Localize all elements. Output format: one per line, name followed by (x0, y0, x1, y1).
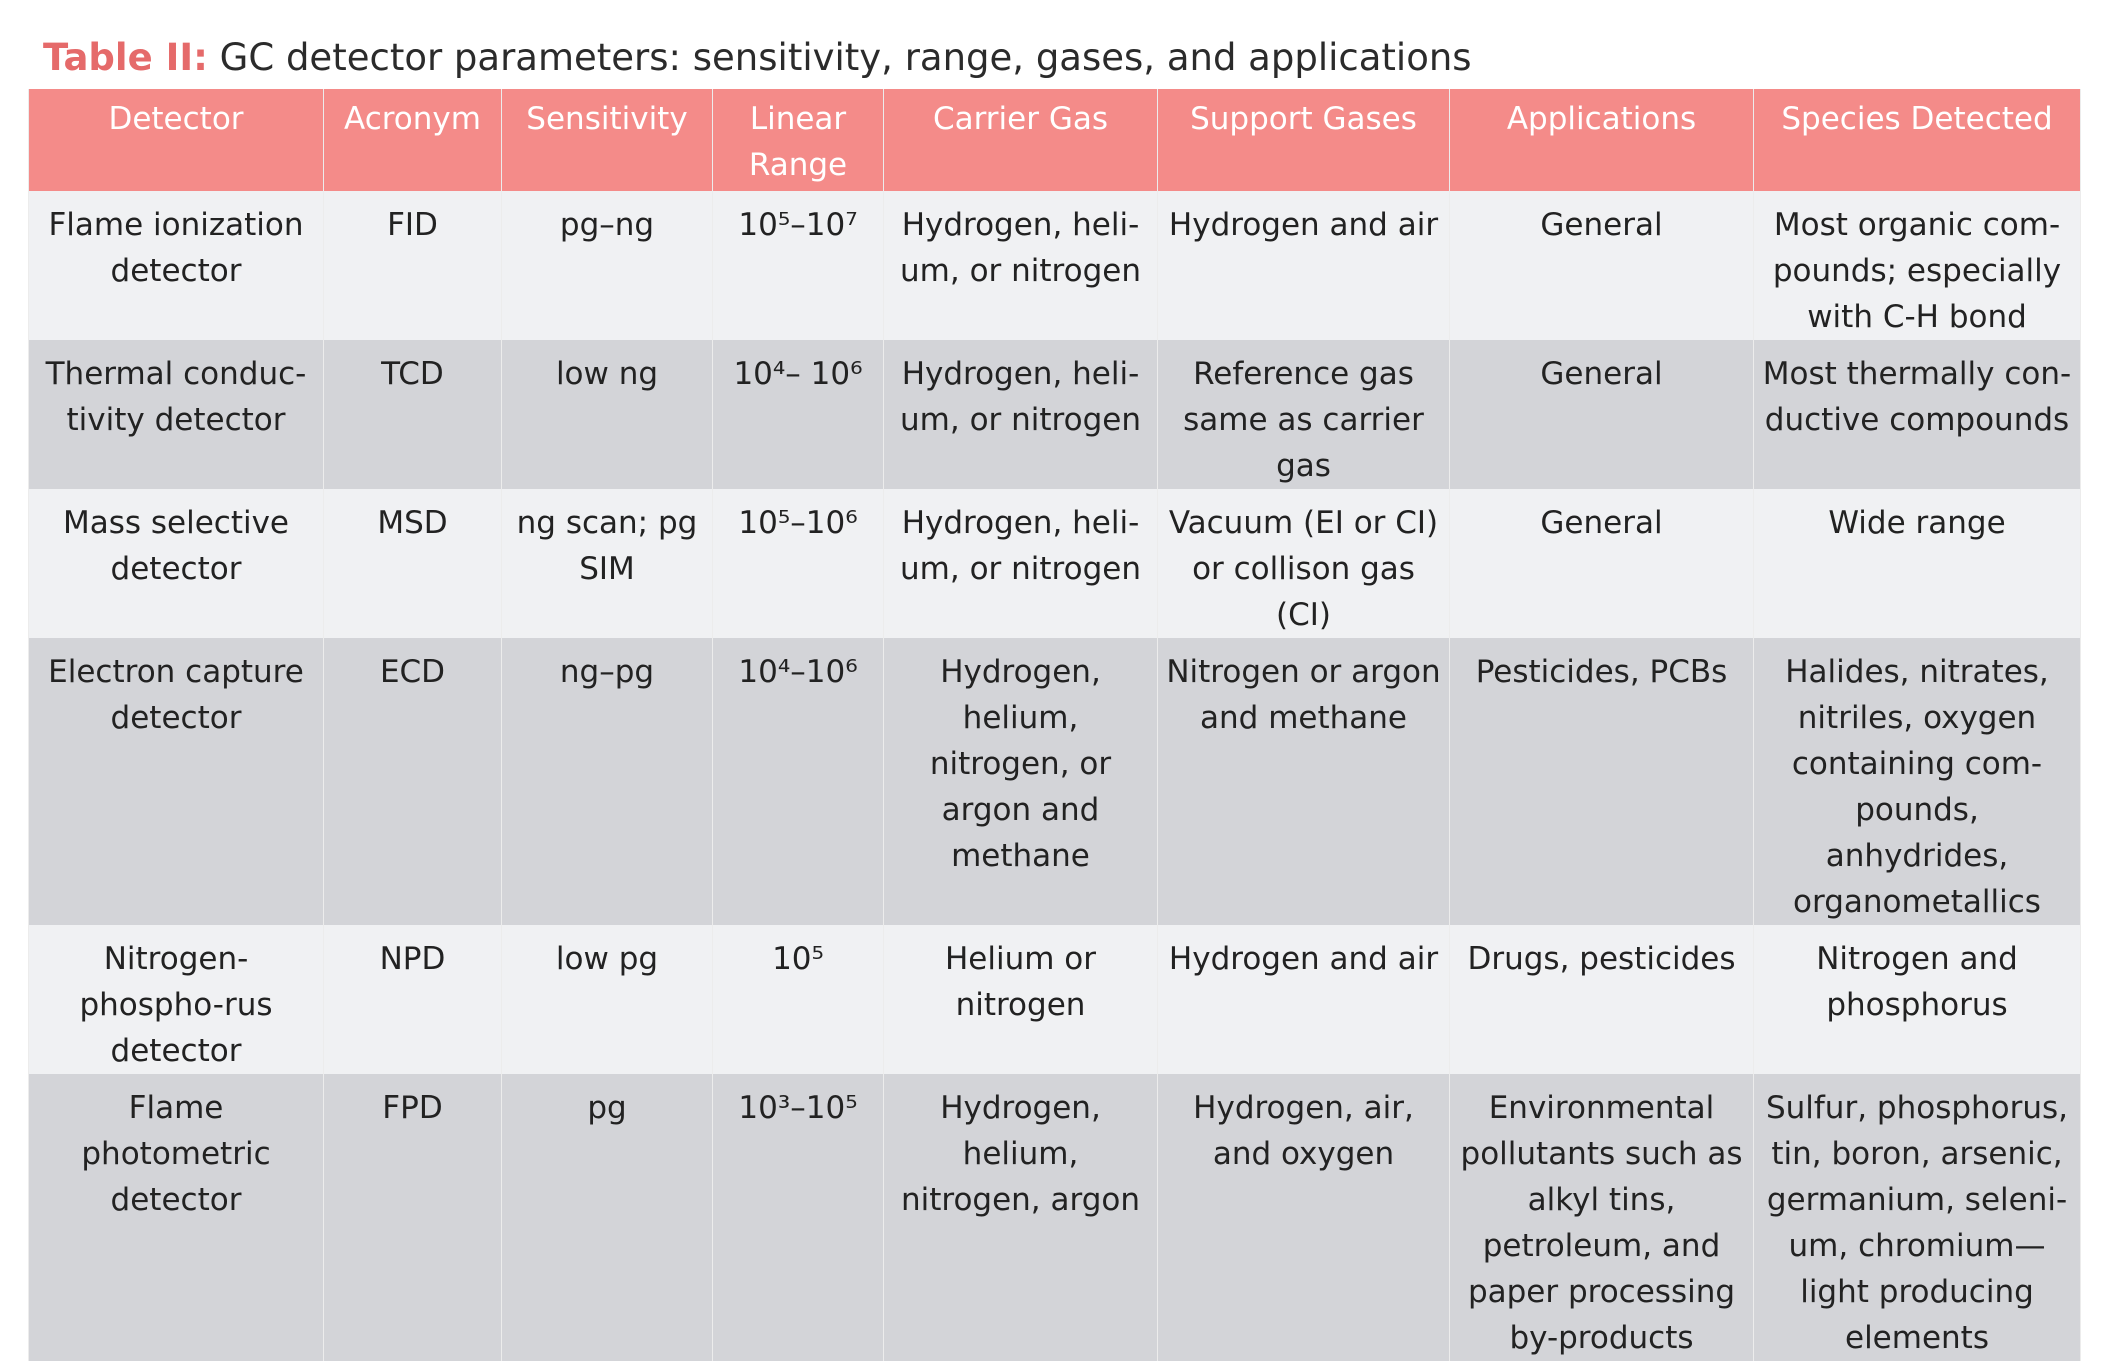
cell-linear-range: 10⁴–10⁶ (713, 638, 884, 925)
cell-species-detected: Most organic com-pounds; especially with C-H bond (1754, 191, 2081, 340)
cell-applications: General (1450, 489, 1754, 638)
cell-sensitivity: low ng (502, 340, 713, 489)
cell-species-detected: Most thermally con-ductive compounds (1754, 340, 2081, 489)
cell-carrier-gas: Hydrogen, helium, nitrogen, or argon and methane (884, 638, 1158, 925)
cell-detector: Flame photometric detector (29, 1074, 324, 1361)
cell-sensitivity: ng–pg (502, 638, 713, 925)
cell-applications: General (1450, 191, 1754, 340)
table-caption (43, 32, 1472, 84)
cell-acronym: TCD (324, 340, 502, 489)
table-row (29, 489, 2081, 638)
cell-sensitivity: ng scan; pg SIM (502, 489, 713, 638)
cell-linear-range: 10⁴– 10⁶ (713, 340, 884, 489)
cell-applications: Pesticides, PCBs (1450, 638, 1754, 925)
cell-species-detected: Halides, nitrates, nitriles, oxygen containing com-pounds, anhydrides, organometallics (1754, 638, 2081, 925)
cell-support-gases: Nitrogen or argon and methane (1158, 638, 1450, 925)
cell-acronym: ECD (324, 638, 502, 925)
cell-detector: Nitrogen-phospho-rus detector (29, 925, 324, 1074)
cell-species-detected: Nitrogen and phosphorus (1754, 925, 2081, 1074)
cell-detector: Mass selective detector (29, 489, 324, 638)
cell-detector: Flame ionization detector (29, 191, 324, 340)
cell-linear-range: 10⁵–10⁶ (713, 489, 884, 638)
cell-support-gases: Hydrogen and air (1158, 191, 1450, 340)
cell-support-gases: Hydrogen and air (1158, 925, 1450, 1074)
cell-carrier-gas: Hydrogen, heli-um, or nitrogen (884, 340, 1158, 489)
cell-acronym: FID (324, 191, 502, 340)
column-header-species-detected: Species Detected (1754, 89, 2081, 191)
table-caption-text: GC detector parameters: sensitivity, range, gases, and applications (207, 36, 1472, 79)
table-caption-label: Table II: (43, 36, 208, 79)
cell-carrier-gas: Hydrogen, heli-um, or nitrogen (884, 489, 1158, 638)
cell-carrier-gas: Hydrogen, helium, nitrogen, argon (884, 1074, 1158, 1361)
cell-detector: Thermal conduc-tivity detector (29, 340, 324, 489)
cell-linear-range: 10⁵ (713, 925, 884, 1074)
cell-acronym: FPD (324, 1074, 502, 1361)
column-header-detector: Detector (29, 89, 324, 191)
column-header-sensitivity: Sensitivity (502, 89, 713, 191)
gc-detector-table (28, 89, 2081, 1361)
column-header-applications: Applications (1450, 89, 1754, 191)
cell-support-gases: Vacuum (EI or CI) or collison gas (CI) (1158, 489, 1450, 638)
column-header-support-gases: Support Gases (1158, 89, 1450, 191)
cell-linear-range: 10³–10⁵ (713, 1074, 884, 1361)
cell-sensitivity: pg–ng (502, 191, 713, 340)
cell-carrier-gas: Hydrogen, heli-um, or nitrogen (884, 191, 1158, 340)
cell-support-gases: Hydrogen, air, and oxygen (1158, 1074, 1450, 1361)
table-row (29, 340, 2081, 489)
cell-applications: Drugs, pesticides (1450, 925, 1754, 1074)
cell-species-detected: Wide range (1754, 489, 2081, 638)
cell-acronym: MSD (324, 489, 502, 638)
cell-support-gases: Reference gas same as carrier gas (1158, 340, 1450, 489)
table-row (29, 925, 2081, 1074)
cell-species-detected: Sulfur, phosphorus, tin, boron, arsenic, germanium, seleni-um, chromium—light producing elements (1754, 1074, 2081, 1361)
cell-applications: General (1450, 340, 1754, 489)
table-row (29, 1074, 2081, 1361)
cell-sensitivity: pg (502, 1074, 713, 1361)
column-header-carrier-gas: Carrier Gas (884, 89, 1158, 191)
column-header-acronym: Acronym (324, 89, 502, 191)
cell-applications: Environmental pollutants such as alkyl tins, petroleum, and paper processing by-products (1450, 1074, 1754, 1361)
table-header-row (29, 89, 2081, 191)
cell-linear-range: 10⁵–10⁷ (713, 191, 884, 340)
cell-carrier-gas: Helium or nitrogen (884, 925, 1158, 1074)
cell-acronym: NPD (324, 925, 502, 1074)
table-row (29, 191, 2081, 340)
table-row (29, 638, 2081, 925)
cell-sensitivity: low pg (502, 925, 713, 1074)
column-header-linear-range: Linear Range (713, 89, 884, 191)
cell-detector: Electron capture detector (29, 638, 324, 925)
